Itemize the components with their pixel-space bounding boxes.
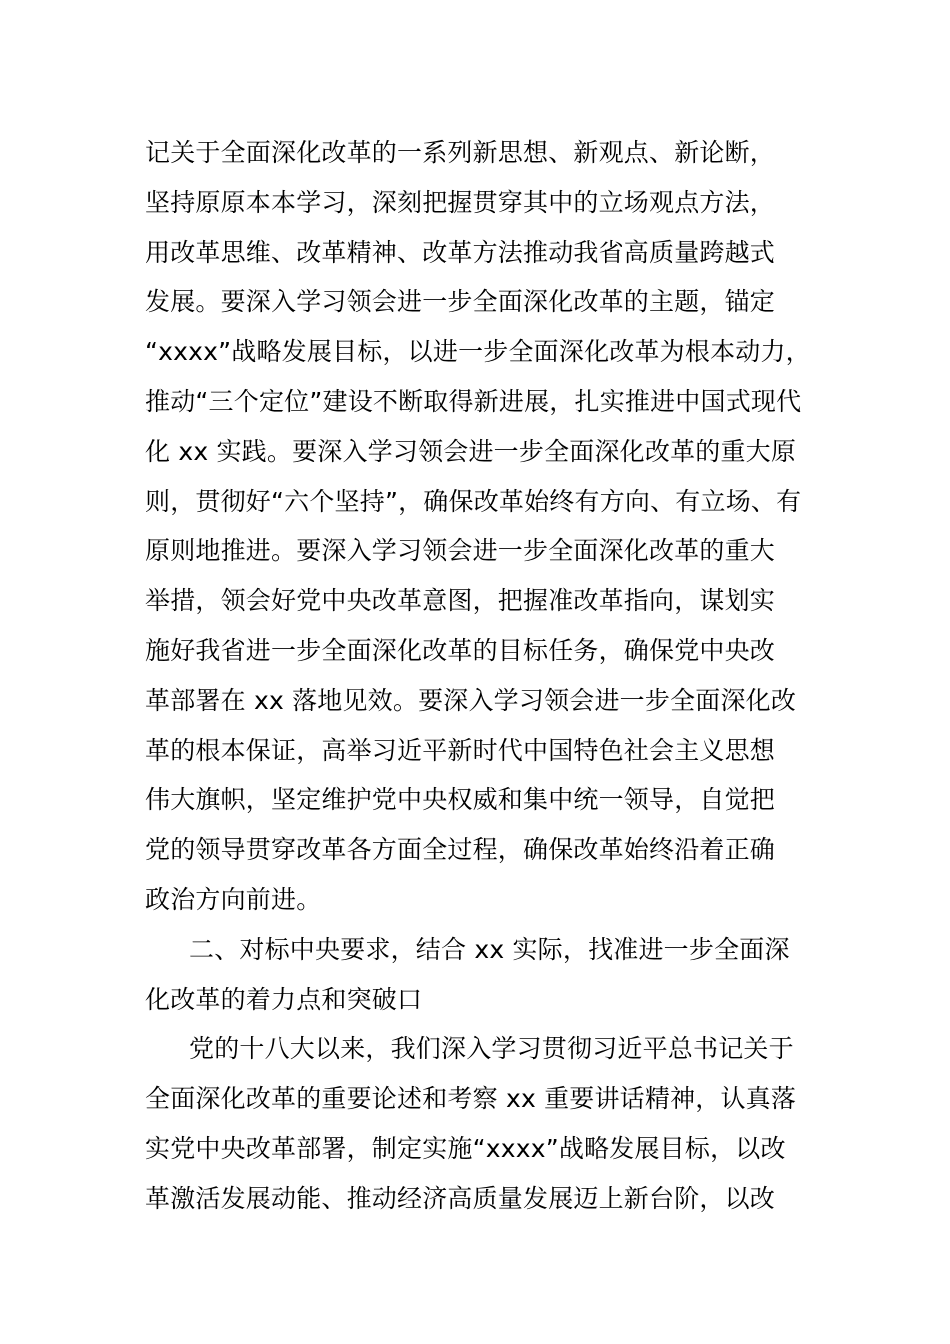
text-line: 化改革的着力点和突破口 [145, 984, 423, 1014]
text-line: 推动“三个定位”建设不断取得新进展，扎实推进中国式现代 [145, 386, 802, 416]
text-line: 革部署在 xx 落地见效。要深入学习领会进一步全面深化改 [145, 685, 797, 715]
text-line: 伟大旗帜，坚定维护党中央权威和集中统一领导，自觉把 [145, 785, 776, 815]
text-line: 记关于全面深化改革的一系列新思想、新观点、新论断， [145, 138, 776, 167]
text-line: 用改革思维、改革精神、改革方法推动我省高质量跨越式 [145, 237, 776, 267]
text-line: 革的根本保证，高举习近平新时代中国特色社会主义思想 [145, 735, 776, 765]
text-line: 政治方向前进。 [145, 884, 322, 914]
text-line: 施好我省进一步全面深化改革的目标任务，确保党中央改 [145, 635, 776, 665]
body-text [145, 128, 825, 1224]
text-line: 发展。要深入学习领会进一步全面深化改革的主题，锚定 [145, 287, 776, 317]
text-line: 坚持原原本本学习，深刻把握贯穿其中的立场观点方法， [145, 187, 776, 217]
text-line: 革激活发展动能、推动经济高质量发展迈上新台阶，以改 [145, 1183, 776, 1213]
text-line: 党的领导贯穿改革各方面全过程，确保改革始终沿着正确 [145, 835, 776, 865]
text-line: 实党中央改革部署，制定实施“xxxx”战略发展目标，以改 [145, 1133, 786, 1163]
text-line: 全面深化改革的重要论述和考察 xx 重要讲话精神，认真落 [145, 1084, 797, 1114]
text-line: 举措，领会好党中央改革意图，把握准改革指向，谋划实 [145, 586, 776, 616]
text-line: “xxxx”战略发展目标，以进一步全面深化改革为根本动力， [145, 337, 811, 367]
text-line: 化 xx 实践。要深入学习领会进一步全面深化改革的重大原 [145, 436, 797, 466]
text-line: 原则地推进。要深入学习领会进一步全面深化改革的重大 [145, 536, 776, 566]
text-line: 二、对标中央要求，结合 xx 实际，找准进一步全面深 [189, 934, 790, 964]
text-line: 党的十八大以来，我们深入学习贯彻习近平总书记关于 [189, 1034, 794, 1064]
text-line: 则，贯彻好“六个坚持”，确保改革始终有方向、有立场、有 [145, 486, 802, 516]
